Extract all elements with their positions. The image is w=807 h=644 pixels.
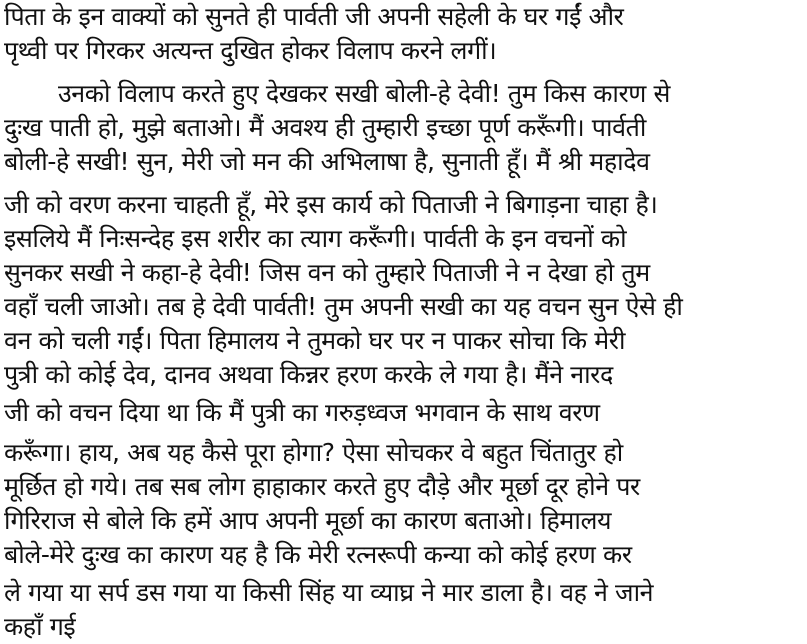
- text-line-7: इसलिये मैं निःसन्देह इस शरीर का त्याग करूँगी। पार्वती के इन वचनों को: [4, 224, 627, 253]
- text-line-13: करूँगा। हाय, अब यह कैसे पूरा होगा? ऐसा सोचकर वे बहुत चिंतातुर हो: [4, 438, 623, 467]
- text-line-18: कहाँ गई: [4, 612, 76, 641]
- text-line-3: उनको विलाप करते हुए देखकर सखी बोली-हे देवी! तुम किस कारण से: [58, 79, 671, 108]
- text-line-12: जी को वचन दिया था कि मैं पुत्री का गरुड़ध्वज भगवान के साथ वरण: [4, 398, 600, 427]
- text-line-1: पिता के इन वाक्यों को सुनते ही पार्वती जी अपनी सहेली के घर गईं और: [4, 2, 624, 31]
- text-line-5: बोली-हे सखी! सुन, मेरी जो मन की अभिलाषा है, सुनाती हूँ। मैं श्री महादेव: [4, 147, 650, 176]
- text-line-10: वन को चली गईं। पिता हिमालय ने तुमको घर पर न पाकर सोचा कि मेरी: [4, 326, 626, 355]
- text-line-11: पुत्री को कोई देव, दानव अथवा किन्नर हरण करके ले गया है। मैंने नारद: [4, 360, 613, 389]
- text-line-8: सुनकर सखी ने कहा-हे देवी! जिस वन को तुम्हारे पिताजी ने न देखा हो तुम: [4, 258, 650, 287]
- text-line-4: दुःख पाती हो, मुझे बताओ। मैं अवश्य ही तुम्हारी इच्छा पूर्ण करूँगी। पार्वती: [4, 113, 646, 142]
- text-line-9: वहाँ चली जाओ। तब हे देवी पार्वती! तुम अपनी सखी का यह वचन सुन ऐसे ही: [4, 292, 683, 321]
- text-line-2: पृथ्वी पर गिरकर अत्यन्त दुखित होकर विलाप करने लगीं।: [4, 36, 497, 65]
- text-line-14: मूर्छित हो गये। तब सब लोग हाहाकार करते हुए दौड़े और मूर्छा दूर होने पर: [4, 472, 640, 501]
- text-line-17: ले गया या सर्प डस गया या किसी सिंह या व्याघ्र ने मार डाला है। वह ने जाने: [4, 578, 654, 607]
- text-line-6: जी को वरण करना चाहती हूँ, मेरे इस कार्य को पिताजी ने बिगाड़ना चाहा है।: [4, 190, 658, 219]
- text-line-16: बोले-मेरे दुःख का कारण यह है कि मेरी रत्नरूपी कन्या को कोई हरण कर: [4, 540, 632, 569]
- text-line-15: गिरिराज से बोले कि हमें आप अपनी मूर्छा का कारण बताओ। हिमालय: [4, 506, 612, 535]
